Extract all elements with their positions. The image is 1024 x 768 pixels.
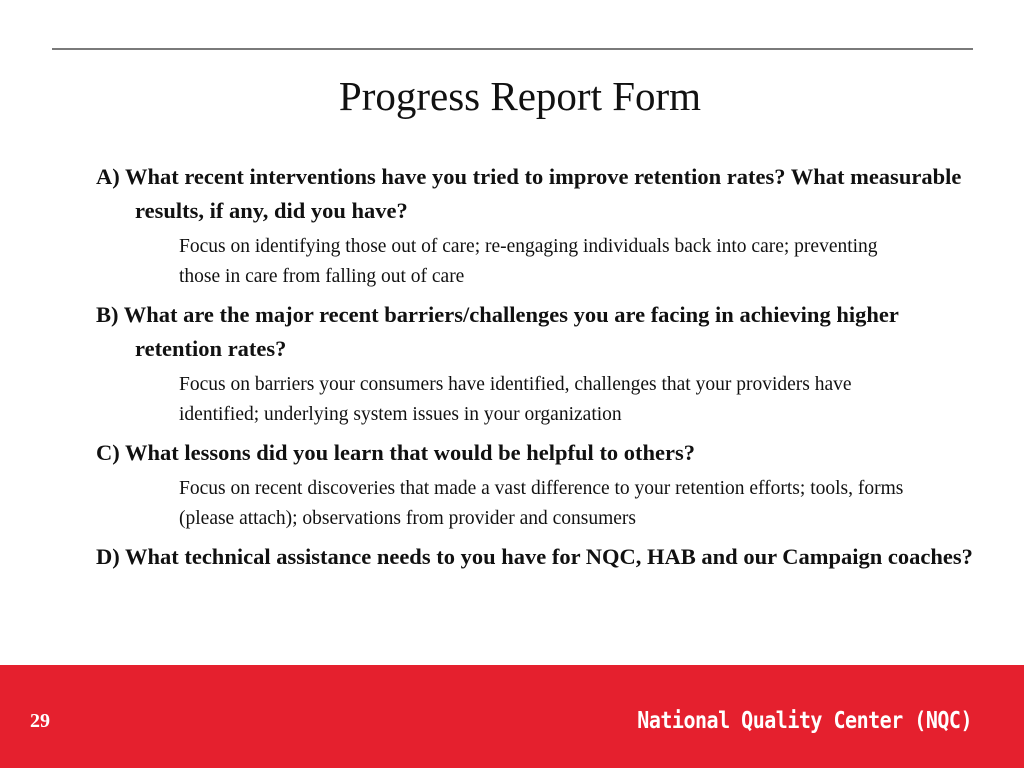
question-block-c xyxy=(96,436,986,534)
question-block-d xyxy=(96,540,986,574)
top-divider xyxy=(52,48,973,50)
organization-name: National Quality Center (NQC) xyxy=(637,706,972,734)
question-a: A) What recent interventions have you tried to improve retention rates? What measurable results, if any, did you have? xyxy=(96,164,962,223)
slide-title: Progress Report Form xyxy=(338,73,702,119)
question-d: D) What technical assistance needs to you have for NQC, HAB and our Campaign coaches? xyxy=(96,544,973,569)
question-b-focus: Focus on barriers your consumers have identified, challenges that your providers have identified; underlying system issues in your organization xyxy=(179,374,852,425)
question-c: C) What lessons did you learn that would be helpful to others? xyxy=(96,440,696,465)
footer-bar xyxy=(0,665,1024,768)
page-number: 29 xyxy=(30,710,50,732)
question-a-focus: Focus on identifying those out of care; re-engaging individuals back into care; preventing those in care from falling out of care xyxy=(179,236,878,287)
question-block-a xyxy=(96,160,986,292)
question-block-b xyxy=(96,298,986,430)
question-list xyxy=(96,160,986,574)
question-c-focus: Focus on recent discoveries that made a vast difference to your retention efforts; tools, forms (please attach); observations from provider and consumers xyxy=(179,478,904,529)
question-b: B) What are the major recent barriers/challenges you are facing in achieving higher retention rates? xyxy=(96,302,899,361)
